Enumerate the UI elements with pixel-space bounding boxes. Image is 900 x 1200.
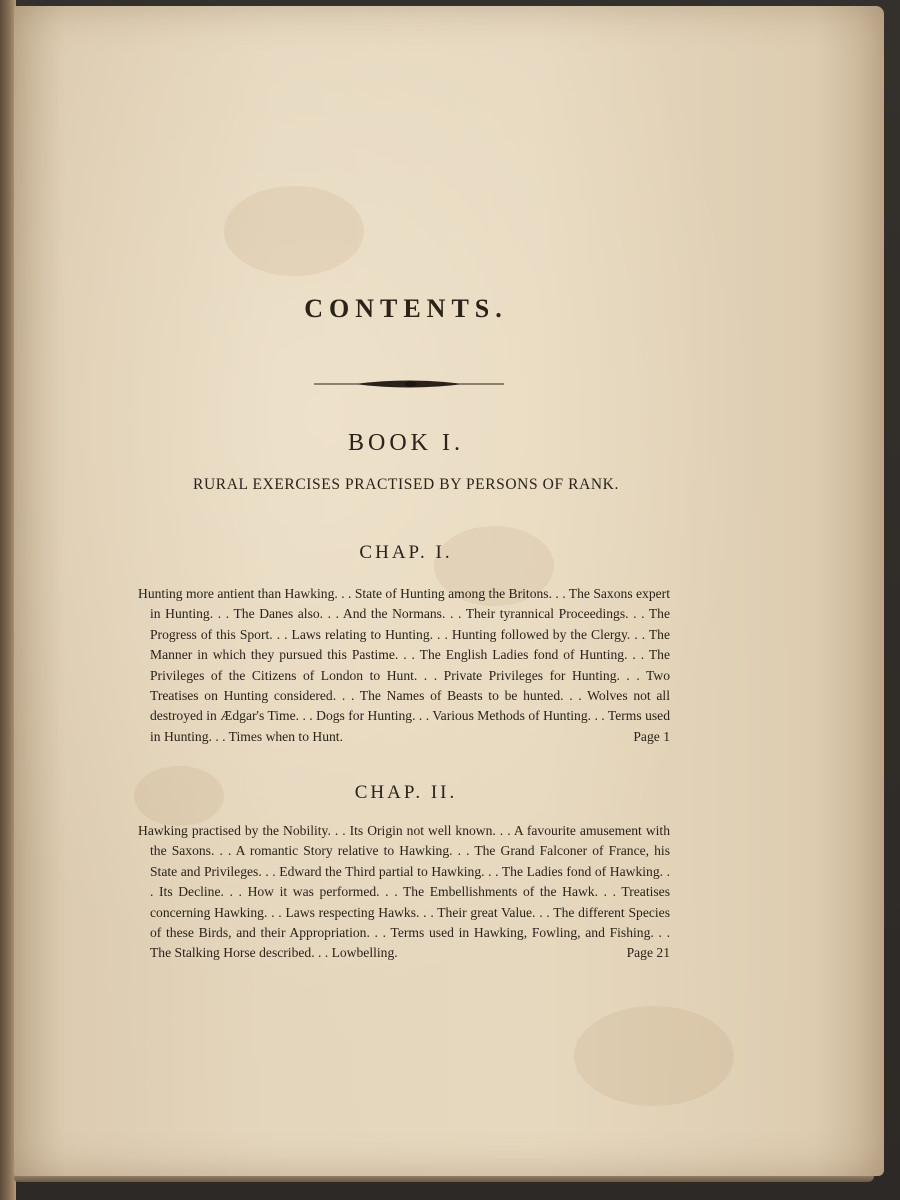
chapter-summary [138, 821, 670, 964]
chapter-summary-text: Hunting more antient than Hawking. . . State of Hunting among the Britons. . . The Saxons expert in Hunting. . . The Danes also. . . And the Normans. . . Their tyrannical Proceedings. . . The Progress of this Sport. . . Laws relating to Hunting. . . Hunting followed by the Clergy. . . The Manner in which they pursued this Pastime. . . The English Ladies fond of Hunting. . . The Privileges of the Citizens of London to Hunt. . . Private Privileges for Hunting. . . Two Treatises on Hunting considered. . . The Names of Beasts to be hunted. . . Wolves not all destroyed in Ædgar's Time. . . Dogs for Hunting. . . Various Methods of Hunting. . . Terms used in Hunting. . . Times when to Hunt. [138, 586, 670, 744]
ornamental-rule [314, 378, 504, 390]
page-title: CONTENTS. [304, 294, 508, 323]
chapter-heading: CHAP. I. [359, 542, 453, 563]
chapter-summary-text: Hawking practised by the Nobility. . . Its Origin not well known. . . A favourite amusement with the Saxons. . . A romantic Story relative to Hawking. . . The Grand Falconer of France, his State and Privileges. . . Edward the Third partial to Hawking. . . The Ladies fond of Hawking. . . Its Decline. . . How it was performed. . . The Embellishments of the Hawk. . . Treatises concerning Hawking. . . Laws respecting Hawks. . . Their great Value. . . The different Species of these Birds, and their Appropriation. . . Terms used in Hawking, Fowling, and Fishing. . . The Stalking Horse described. . . Lowbelling. [138, 823, 670, 961]
foxing-spot [224, 186, 364, 276]
chapter-page-ref: Page 1 [633, 728, 670, 744]
contents-page [14, 6, 884, 1176]
chapter-heading: CHAP. II. [354, 782, 458, 803]
book-subtitle: RURAL EXERCISES PRACTISED BY PERSONS OF RANK. [193, 476, 619, 493]
foxing-spot [574, 1006, 734, 1106]
chapter-page-ref: Page 21 [626, 945, 670, 961]
chapter-summary [138, 584, 670, 747]
book-heading: BOOK I. [348, 430, 464, 456]
